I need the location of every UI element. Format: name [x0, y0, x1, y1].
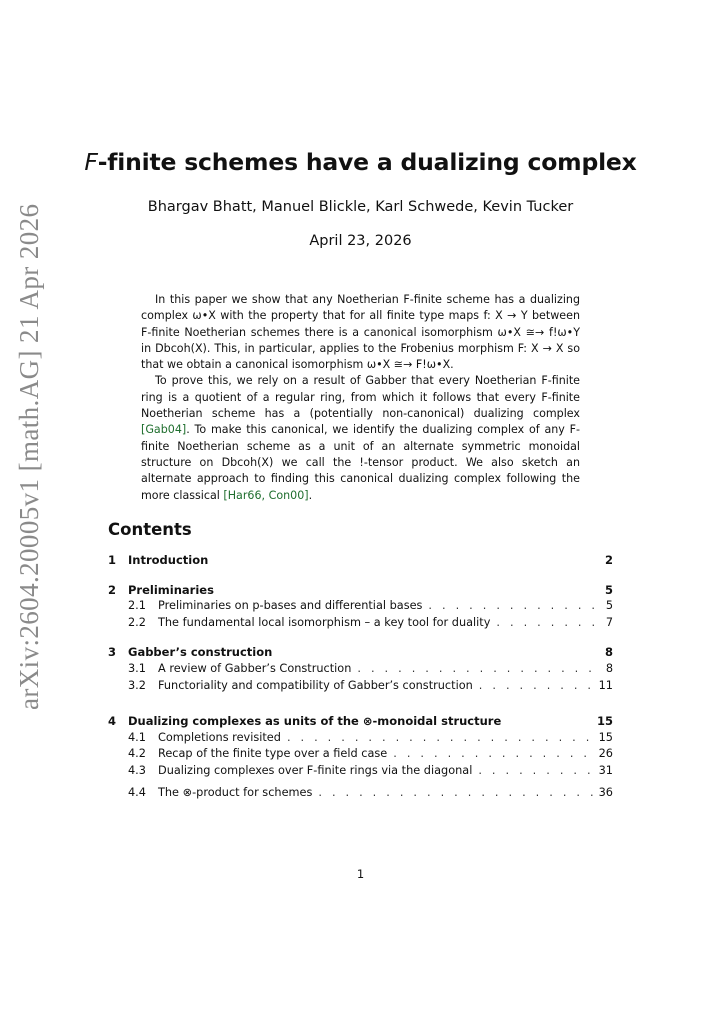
toc-entry-number: 2 [108, 583, 117, 597]
toc-entry-page: 5 [605, 599, 613, 612]
abstract-line: scheme has a (potentially non-canonical) dualizing complex [211, 407, 580, 421]
abstract-line: F-finite Noetherian schemes there is a canonical isomorphism ω•X ≅→ f!ω•Y in [141, 325, 580, 355]
toc-entry-page: 8 [604, 645, 613, 659]
toc-entry-page: 31 [598, 764, 613, 777]
toc-entry-page: 11 [598, 679, 613, 692]
toc-entry-title: Preliminaries on p-bases and differential bases [158, 599, 423, 612]
abstract-line: . To make [186, 423, 242, 437]
toc-entry-3-1[interactable] [108, 662, 613, 675]
abstract-line: scheme as a unit of an alternate symmetric monoidal structure on Dbcoh(X) we [141, 439, 580, 469]
toc-entry-number: 3 [108, 645, 117, 659]
toc-entry-title: The fundamental local isomorphism – a key tool for duality [158, 616, 491, 629]
toc-entry-4-1[interactable] [108, 731, 613, 744]
toc-entry-title: Preliminaries [128, 583, 214, 597]
toc-entry-title: Functoriality and compatibility of Gabber’s construction [158, 679, 473, 692]
toc-entry-number: 4 [108, 714, 117, 728]
toc-entry-number: 4.2 [128, 747, 146, 760]
toc-entry-title: The ⊗-product for schemes [158, 786, 313, 799]
contents-heading: Contents [108, 520, 192, 539]
toc-entry-3-2[interactable] [108, 679, 613, 692]
toc-entry-page: 15 [598, 731, 613, 744]
toc-entry-page: 5 [604, 583, 613, 597]
title-italic-f: F [84, 148, 98, 176]
toc-entry-4-3[interactable] [108, 764, 613, 777]
abstract-line: complex ω•X with the property that for all finite type maps f: X → Y between [141, 309, 580, 323]
toc-entry-number: 2.1 [128, 599, 146, 612]
toc-entry-4[interactable] [108, 714, 613, 728]
toc-entry-3[interactable] [108, 645, 613, 659]
abstract-paragraph-1 [141, 292, 580, 373]
abstract-paragraph-2 [141, 373, 580, 503]
toc-dot-leader [478, 764, 592, 777]
toc-dot-leader [318, 786, 592, 799]
toc-entry-title: Introduction [128, 553, 209, 567]
toc-dot-leader [496, 616, 599, 629]
toc-entry-4-2[interactable] [108, 747, 613, 760]
abstract-line: that we obtain a canonical isomorphism ω•X ≅→ F!ω•X. [141, 358, 454, 372]
paper-title [0, 148, 721, 176]
toc-entry-2-2[interactable] [108, 616, 613, 629]
toc-entry-page: 7 [605, 616, 613, 629]
toc-entry-page: 8 [605, 662, 613, 675]
toc-entry-title: Dualizing complexes as units of the ⊗-monoidal structure [128, 714, 502, 728]
toc-entry-number: 2.2 [128, 616, 146, 629]
toc-entry-2[interactable] [108, 583, 613, 597]
abstract-line: canonical dualizing complex following the more classical [141, 472, 580, 502]
toc-dot-leader [287, 731, 593, 744]
toc-entry-page: 15 [596, 714, 613, 728]
abstract [141, 292, 580, 504]
title-rest: -finite schemes have a dualizing complex [97, 148, 637, 176]
toc-entry-title: Completions revisited [158, 731, 281, 744]
abstract-line: . [308, 488, 313, 502]
toc-entry-number: 4.1 [128, 731, 146, 744]
toc-entry-title: Gabber’s construction [128, 645, 273, 659]
arxiv-identifier-stamp: arXiv:2604.20005v1 [math.AG] 21 Apr 2026 [14, 203, 44, 710]
abstract-line: this canonical, we identify the dualizing complex of any F-finite Noetherian [141, 423, 581, 453]
citation-link-har66-con00[interactable]: [Har66, Con00] [223, 488, 309, 502]
toc-entry-number: 4.3 [128, 764, 146, 777]
toc-entry-number: 4.4 [128, 786, 146, 799]
toc-entry-number: 3.1 [128, 662, 146, 675]
abstract-line: is a quotient of a regular ring, from which it follows that every F-finite Noetherian [141, 390, 580, 421]
abstract-line: Dbcoh(X). This, in particular, applies to the Frobenius morphism F: X → X so [155, 341, 580, 355]
abstract-line: call the !-tensor product. We also sketch an alternate approach to finding this [141, 455, 581, 486]
author-list: Bhargav Bhatt, Manuel Blickle, Karl Schwede, Kevin Tucker [147, 199, 574, 215]
toc-entry-2-1[interactable] [108, 599, 613, 612]
abstract-line: In this paper we show that any Noetherian F-finite scheme has a dualizing [155, 293, 580, 306]
toc-entry-title: A review of Gabber’s Construction [158, 662, 352, 675]
toc-entry-1[interactable] [108, 553, 613, 567]
toc-entry-title: Recap of the finite type over a field case [158, 747, 388, 760]
page-number: 1 [356, 867, 365, 881]
paper-date: April 23, 2026 [309, 233, 412, 249]
toc-entry-page: 2 [604, 553, 613, 567]
toc-dot-leader [428, 599, 599, 612]
toc-dot-leader [479, 679, 593, 692]
toc-entry-number: 3.2 [128, 679, 146, 692]
toc-entry-title: Dualizing complexes over F-finite rings via the diagonal [158, 764, 473, 777]
citation-link-gab04[interactable]: [Gab04] [141, 423, 187, 437]
toc-dot-leader [357, 662, 599, 675]
toc-entry-page: 26 [598, 747, 613, 760]
toc-entry-page: 36 [598, 786, 613, 799]
abstract-line: To prove this, we rely on a result of Gabber that every Noetherian F-finite ring [141, 374, 580, 404]
toc-entry-4-4[interactable] [108, 786, 613, 799]
toc-dot-leader [393, 747, 592, 760]
toc-entry-number: 1 [108, 553, 117, 567]
